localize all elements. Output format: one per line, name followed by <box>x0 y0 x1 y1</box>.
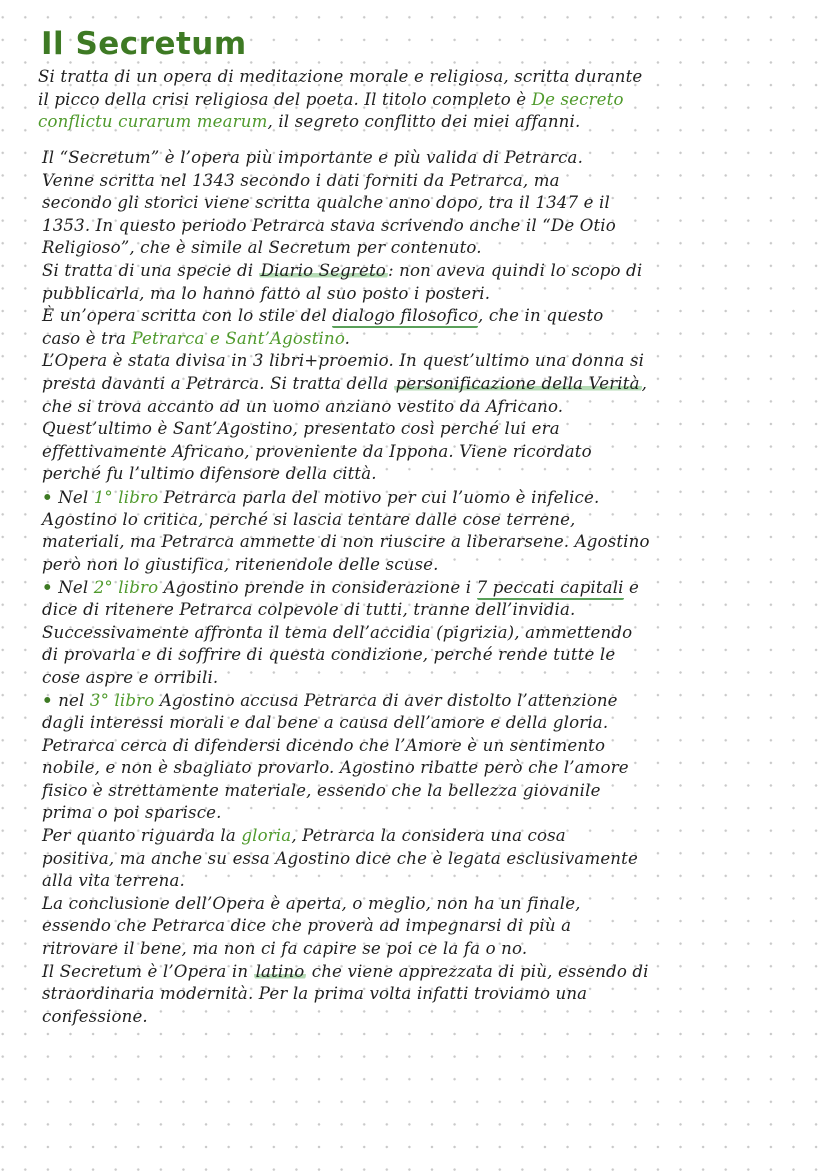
body-line <box>42 870 185 892</box>
body-line <box>42 373 647 395</box>
body-line <box>42 961 649 983</box>
body-line <box>42 712 608 734</box>
text-run: , che in questo <box>477 306 604 326</box>
green-text: conflictu curarum mearum <box>38 112 268 132</box>
body-line <box>42 441 592 463</box>
body-line <box>42 802 222 824</box>
body-line <box>42 396 563 418</box>
body-line <box>42 644 615 666</box>
body-line <box>42 622 632 644</box>
text-run: Venne scritta nel 1343 secondo i dati forniti da Petrarca, ma <box>42 170 560 190</box>
text-run: prima o poi sparisce. <box>42 803 222 823</box>
text-run: Agostino lo critica, perché si lascia tentare dalle cose terrene, <box>42 509 576 529</box>
text-run: alla vita terrena. <box>42 871 185 891</box>
body-line <box>42 328 350 350</box>
green-text: 1° libro <box>93 488 159 507</box>
text-run: Successivamente affronta il tema dell’accidia (pigrizia), ammettendo <box>42 622 633 642</box>
text-run: presta davanti a Petrarca. Si tratta della <box>42 374 394 393</box>
body-line <box>42 599 575 621</box>
body-line <box>42 531 650 553</box>
body-line <box>42 735 605 757</box>
text-run: Si tratta di un opera di meditazione morale e religiosa, scritta durante <box>38 67 643 86</box>
body-line <box>42 1006 148 1028</box>
body-line <box>42 983 587 1005</box>
text-run: Il “Secretum” è l’opera più importante e più valida di Petrarca. <box>42 148 583 167</box>
body-line <box>42 509 575 531</box>
body-line <box>42 260 642 282</box>
green-text: 2° libro <box>93 578 159 598</box>
body-line <box>42 848 638 870</box>
text-run: dice di ritenere Petrarca colpevole di tutti, tranne dell’invidia. <box>42 600 576 619</box>
text-run: È un’opera scritta con lo stile del <box>42 306 333 326</box>
text-run: Per quanto riguarda la <box>42 826 242 845</box>
text-run: essendo che Petrarca dice che proverà ad impegnarsi di più a <box>42 916 572 936</box>
text-run: fisico è strettamente materiale, essendo che la bellezza giovanile <box>42 780 601 800</box>
text-run: il picco della crisi religiosa del poeta. Il titolo completo è <box>38 89 532 109</box>
body-line <box>42 486 599 508</box>
body-line <box>42 780 601 802</box>
text-run: e <box>623 578 640 598</box>
text-run: , <box>641 374 648 393</box>
text-run: straordinaria modernità. Per la prima volta infatti troviamo una <box>42 984 588 1004</box>
text-run: Nel <box>52 488 94 507</box>
text-run: Quest’ultimo è Sant’Agostino, presentato così perché lui era <box>42 419 560 439</box>
body-line <box>42 237 482 259</box>
body-line <box>42 215 616 237</box>
text-run: Petrarca parla del motivo per cui l’uomo è infelice. <box>158 488 600 507</box>
intro-line <box>38 66 642 88</box>
text-run: Petrarca cerca di difendersi dicendo che l’Amore è un sentimento <box>42 735 606 755</box>
text-run: Agostino accusa Petrarca di aver distolto l’attenzione <box>154 691 618 711</box>
text-run: materiali, ma Petrarca ammette di non riuscire a liberarsene. Agostino <box>42 532 650 552</box>
text-run: Religioso”, che è simile al Secretum per contenuto. <box>42 238 482 258</box>
text-run: nobile, e non è sbagliato provarlo. Agostino ribatte però che l’amore <box>42 758 629 778</box>
underlined-text: dialogo filosofico <box>332 306 478 328</box>
underlined-text: 7 peccati capitali <box>477 578 624 600</box>
page-title: Il Secretum <box>41 26 247 62</box>
text-run: ritrovare il bene, ma non ci fa capire se poi ce la fa o no. <box>42 939 528 958</box>
green-text: Petrarca e Sant’Agostino <box>131 328 345 348</box>
text-run: positiva, ma anche su essa Agostino dice che è legata esclusivamente <box>42 848 638 868</box>
body-line <box>42 825 566 847</box>
body-line <box>42 757 629 779</box>
body-line <box>42 463 377 485</box>
text-run: confessione. <box>42 1006 148 1026</box>
body-line <box>42 576 639 598</box>
body-line <box>42 938 527 960</box>
body-line <box>42 350 644 372</box>
text-run: Agostino prende in considerazione i <box>158 578 477 598</box>
body-line <box>42 915 571 937</box>
text-run: caso è tra <box>42 328 132 348</box>
text-run: Nel <box>52 578 94 598</box>
text-run: però non lo giustifica, ritenendole delle scuse. <box>42 554 439 574</box>
text-run: che viene apprezzata di più, essendo di <box>306 961 649 981</box>
text-run: 1353. In questo periodo Petrarca stava scrivendo anche il “De Otio <box>42 215 616 235</box>
text-run: L’Opera è stata divisa in 3 libri+proemio. In quest’ultimo una donna si <box>42 351 645 371</box>
intro-line <box>38 89 624 111</box>
text-run: dagli interessi morali e dal bene a causa dell’amore e della gloria. <box>42 713 609 732</box>
text-run: , Petrarca la considera una cosa <box>291 826 566 845</box>
body-line <box>42 893 581 915</box>
green-text: gloria <box>241 826 292 845</box>
text-run: . <box>344 328 351 348</box>
text-run: cose aspre e orribili. <box>42 667 219 687</box>
text-run: perché fu l’ultimo difensore della città. <box>42 464 377 484</box>
body-line <box>42 170 560 192</box>
bullet-icon: • <box>42 577 53 598</box>
body-line <box>42 305 603 327</box>
highlighted-text: latino <box>255 961 305 981</box>
body-line <box>42 283 490 305</box>
text-run: : non aveva quindi lo scopo di <box>387 261 643 280</box>
text-run: che si trova accanto ad un uomo anziano vestito da Africano. <box>42 396 564 416</box>
text-run: La conclusione dell’Opera è aperta, o meglio, non ha un finale, <box>42 893 581 913</box>
bullet-icon: • <box>42 487 53 507</box>
bullet-icon: • <box>42 690 53 711</box>
body-line <box>42 667 218 689</box>
text-run: Si tratta di una specie di <box>42 261 259 280</box>
text-run: pubblicarla, ma lo hanno fatto al suo posto i posteri. <box>42 283 491 303</box>
body-line <box>42 554 439 576</box>
green-text: 3° libro <box>89 691 155 711</box>
highlighted-text: personificazione della Verità <box>395 374 640 393</box>
body-line <box>42 418 560 440</box>
text-run: effettivamente Africano, proveniente da Ippona. Viene ricordato <box>42 441 592 461</box>
text-run: di provarla e di soffrire di questa condizione, perché rende tutte le <box>42 645 616 665</box>
body-line <box>42 192 610 214</box>
intro-line <box>38 111 580 133</box>
text-run: Il Secretum è l’Opera in <box>42 961 254 981</box>
body-line <box>42 689 618 711</box>
body-line <box>42 147 583 169</box>
highlighted-text: Diario Segreto <box>260 261 386 280</box>
green-text: De secreto <box>531 89 624 109</box>
text-run: nel <box>52 691 90 711</box>
text-run: secondo gli storici viene scritta qualche anno dopo, tra il 1347 e il <box>42 193 610 213</box>
text-run: , il segreto conflitto dei miei affanni. <box>267 112 581 132</box>
